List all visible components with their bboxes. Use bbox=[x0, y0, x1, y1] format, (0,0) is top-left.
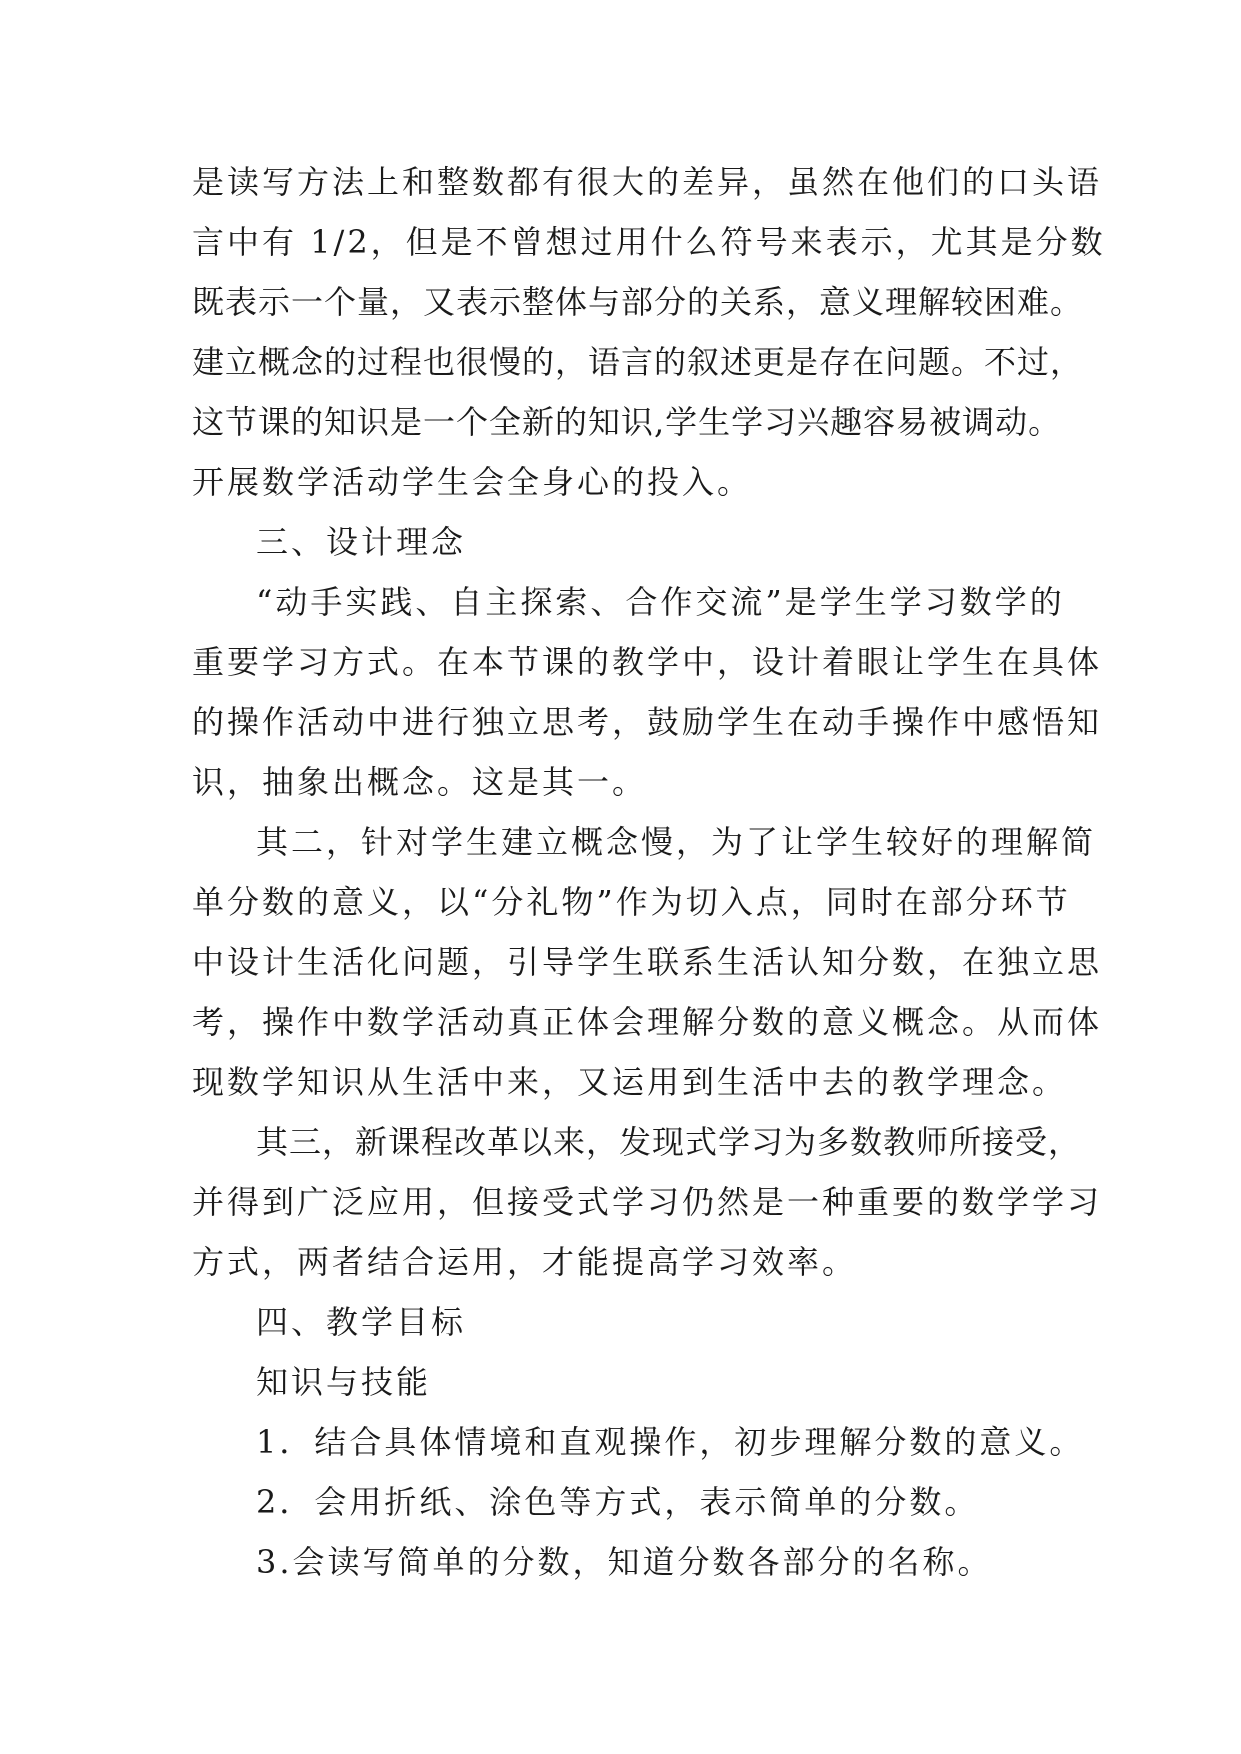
text-line: 中设计生活化问题，引导学生联系生活认知分数，在独立思 bbox=[192, 943, 1103, 981]
subsection-heading: 知识与技能 bbox=[256, 1363, 432, 1401]
text-line: 并得到广泛应用，但接受式学习仍然是一种重要的数学学习 bbox=[192, 1183, 1103, 1221]
paragraph-first-line: “动手实践、自主探索、合作交流”是学生学习数学的 bbox=[256, 583, 1065, 621]
paragraph-first-line: 其二，针对学生建立概念慢，为了让学生较好的理解简 bbox=[256, 823, 1097, 861]
section-heading: 三、设计理念 bbox=[256, 523, 467, 561]
text-line: 考，操作中数学活动真正体会理解分数的意义概念。从而体 bbox=[192, 1003, 1103, 1041]
text-line: 这节课的知识是一个全新的知识,学生学习兴趣容易被调动。 bbox=[192, 403, 1062, 441]
text-line: 现数学知识从生活中来，又运用到生活中去的教学理念。 bbox=[192, 1063, 1068, 1101]
text-line: 言中有 1/2，但是不曾想过用什么符号来表示，尤其是分数 bbox=[192, 223, 1106, 261]
text-line: 开展数学活动学生会全身心的投入。 bbox=[192, 463, 753, 501]
paragraph-first-line: 其三，新课程改革以来，发现式学习为多数教师所接受， bbox=[256, 1123, 1082, 1161]
list-item: 2．会用折纸、涂色等方式，表示简单的分数。 bbox=[256, 1483, 980, 1521]
list-item: 3.会读写简单的分数，知道分数各部分的名称。 bbox=[256, 1543, 993, 1581]
text-line: 是读写方法上和整数都有很大的差异，虽然在他们的口头语 bbox=[192, 163, 1103, 201]
text-line: 识，抽象出概念。这是其一。 bbox=[192, 763, 648, 801]
text-line: 建立概念的过程也很慢的，语言的叙述更是存在问题。不过， bbox=[192, 343, 1084, 381]
text-line: 重要学习方式。在本节课的教学中，设计着眼让学生在具体 bbox=[192, 643, 1103, 681]
text-line: 方式，两者结合运用，才能提高学习效率。 bbox=[192, 1243, 858, 1281]
text-line: 的操作活动中进行独立思考，鼓励学生在动手操作中感悟知 bbox=[192, 703, 1103, 741]
document-page bbox=[192, 152, 1106, 1592]
text-line: 单分数的意义，以“分礼物”作为切入点，同时在部分环节 bbox=[192, 883, 1071, 921]
list-item: 1．结合具体情境和直观操作，初步理解分数的意义。 bbox=[256, 1423, 1085, 1461]
text-line: 既表示一个量，又表示整体与部分的关系，意义理解较困难。 bbox=[192, 283, 1084, 321]
section-heading: 四、教学目标 bbox=[256, 1303, 467, 1341]
